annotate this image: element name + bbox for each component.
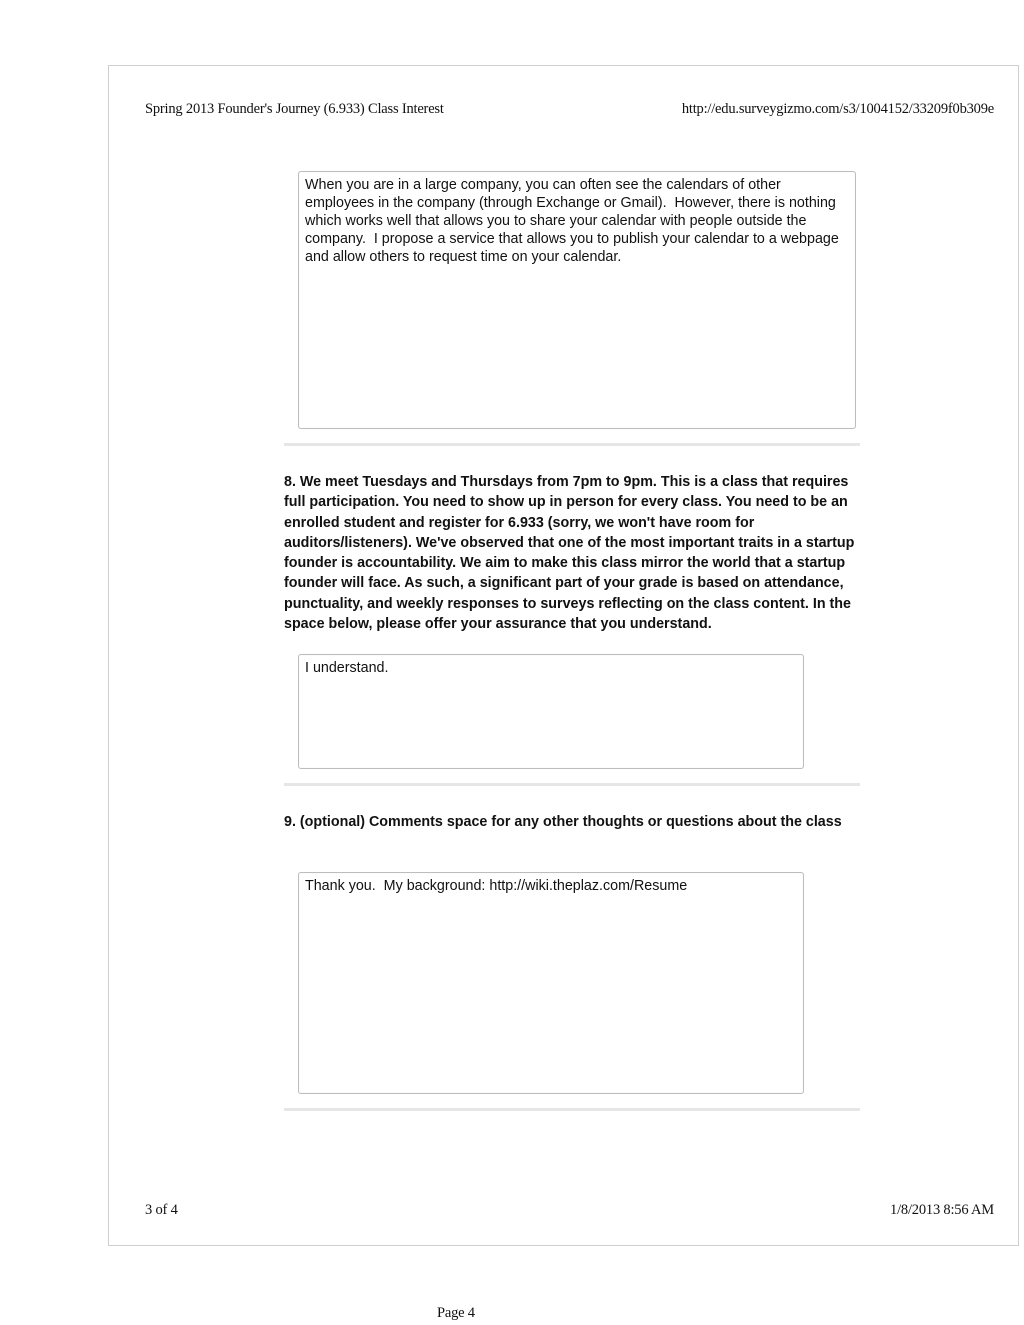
question-8-text: 8. We meet Tuesdays and Thursdays from 7pm to 9pm. This is a class that requires full participation. You need to show up in person for every class. You need to be an enrolled student and register for 6.933 (sorry, we won't have room for auditors/listeners). We've observed that one of the most important traits in a startup founder is accountability. We aim to make this class mirror the world that a startup founder will face. As such, a significant part of your grade is based on attendance, punctuality, and weekly responses to surveys reflecting on the class content. In the space below, please offer your assurance that you understand.: [284, 474, 855, 633]
page-number-label: Page 4: [437, 1305, 475, 1321]
survey-title: Spring 2013 Founder's Journey (6.933) Class Interest: [145, 101, 444, 117]
survey-url: http://edu.surveygizmo.com/s3/1004152/33209f0b309e: [681, 101, 994, 117]
question-9-text: 9. (optional) Comments space for any other thoughts or questions about the class: [284, 814, 842, 830]
page-counter: 3 of 4: [145, 1202, 178, 1218]
previous-answer-textarea[interactable]: When you are in a large company, you can often see the calendars of other employees in the company (through Exchange or Gmail). However, there is nothing which works well that allows you to share your calendar with people outside the company. I propose a service that allows you to publish your calendar to a webpage and allow others to request time on your calendar.: [298, 171, 856, 429]
question-divider: [284, 443, 860, 446]
print-timestamp: 1/8/2013 8:56 AM: [890, 1202, 994, 1218]
question-9-answer-textarea[interactable]: Thank you. My background: http://wiki.theplaz.com/Resume: [298, 872, 804, 1094]
question-divider: [284, 783, 860, 786]
question-divider: [284, 1108, 860, 1111]
question-8-answer-textarea[interactable]: I understand.: [298, 654, 804, 769]
